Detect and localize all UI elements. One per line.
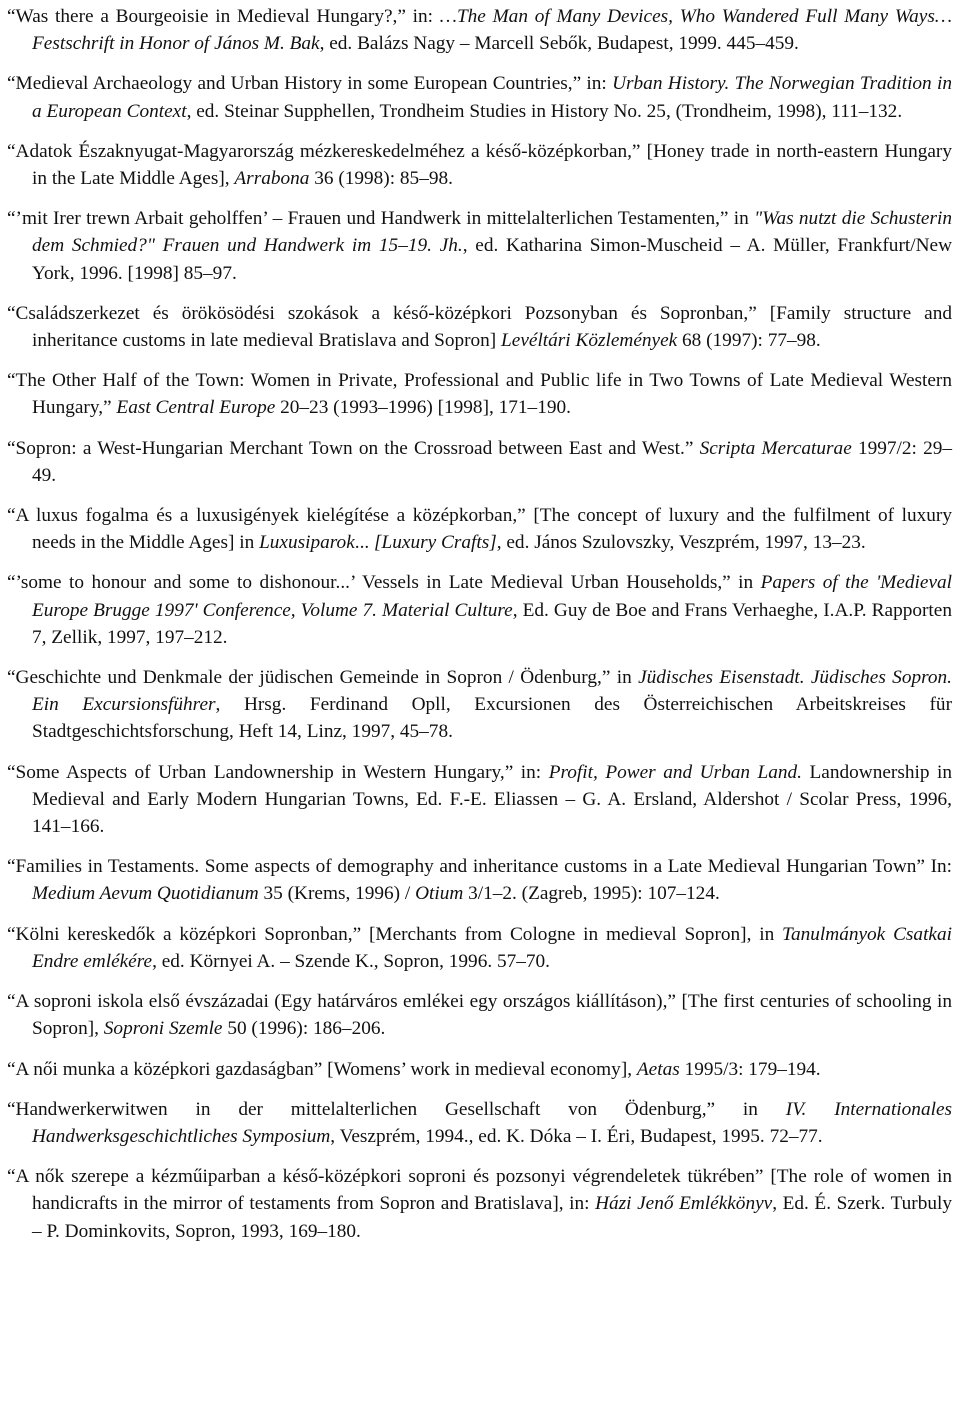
entry-title-italic: Scripta Mercaturae [699,437,852,459]
entry-text: , Ed. Guy de Boe and Frans Verhaeghe, I.A.P. Rapporten 7, Zellik, 1997, 197–212. [32,599,952,648]
entry-text: 50 (1996): 186–206. [222,1018,386,1040]
entry-text: “Families in Testaments. Some aspects of demography and inheritance customs in a Late Medieval Hungarian Town” In: [7,856,952,878]
entry-title-italic: [Luxury Crafts] [374,532,497,554]
entry-text: “A nők szerepe a kézműiparban a késő-középkori soproni és pozsonyi végrendeletek tükrében” [The role of women in handicrafts in the mirror of testaments from Sopron and Bratislava], in: [7,1166,952,1215]
bibliography-entry [7,921,952,975]
entry-text: “A soproni iskola első évszázadai (Egy határváros emlékei egy országos kiállításon),” [The first centuries of schooling in Sopron], [7,991,952,1040]
entry-title-italic: "Was nutzt die Schusterin dem Schmied?" Frauen und Handwerk im 15–19. Jh. [32,208,952,257]
bibliography-entry [7,367,952,421]
entry-text: , ed. János Szulovszky, Veszprém, 1997, 13–23. [496,532,866,554]
entry-title-italic: East Central Europe [116,397,276,419]
entry-text: , Veszprém, 1994., ed. K. Dóka – I. Éri, Budapest, 1995. 72–77. [330,1125,823,1147]
entry-title-italic: Arrabona [234,168,310,190]
entry-text: “Was there a Bourgeoisie in Medieval Hungary?,” in: [7,6,440,27]
entry-title-italic: Urban History. The Norwegian Tradition in a European Context [32,73,953,122]
entry-text: “A luxus fogalma és a luxusigények kielégítése a középkorban,” [The concept of luxury and the fulfilment of luxury needs in the Middle Ages] in [7,505,952,554]
entry-title-italic: Soproni Szemle [103,1018,223,1040]
entry-text: , Hrsg. Ferdinand Opll, Excursionen des Österreichischen Arbeitskreises für Stadtgeschichtsforschung, Heft 14, Linz, 1997, 45–78. [32,694,952,743]
bibliography-entry [7,70,952,124]
bibliography-entry [7,1096,952,1150]
entry-text: “Medieval Archaeology and Urban History in some European Countries,” in: [7,73,613,95]
entry-title-italic: Luxusiparok [259,532,355,554]
entry-text: , Ed. É. Szerk. Turbuly – P. Dominkovits, Sopron, 1993, 169–180. [32,1193,953,1242]
entry-title-italic: Tanulmányok Csatkai Endre emlékére [32,923,952,972]
entry-text: 1995/3: 179–194. [679,1058,821,1080]
bibliography-entry [7,3,952,57]
bibliography-entry [7,1056,952,1083]
entry-text: , ed. Steinar Supphellen, Trondheim Studies in History No. 25, (Trondheim, 1998), 111–132. [186,100,903,122]
bibliography-entry [7,435,952,489]
entry-text: “’some to honour and some to dishonour...’ Vessels in Late Medieval Urban Households,” in [7,572,761,594]
entry-text: Landownership in Medieval and Early Modern Hungarian Towns, Ed. F.-E. Eliassen – G. A. Ersland, Aldershot / Scolar Press, 1996, 141–166. [32,761,953,838]
entry-text: “Some Aspects of Urban Landownership in Western Hungary,” in: [7,761,549,783]
entry-text: “The Other Half of the Town: Women in Private, Professional and Public life in Two Towns of Late Medieval Western Hungary,” [7,370,952,419]
entry-text: 68 (1997): 77–98. [677,330,821,352]
bibliography-entry [7,988,952,1042]
bibliography-entry [7,759,952,841]
entry-title-italic: Házi Jenő Emlékkönyv [595,1193,773,1215]
bibliography-entry [7,1163,952,1245]
bibliography-list [7,3,952,1245]
bibliography-entry [7,853,952,907]
entry-text: ... [354,532,375,554]
entry-title-italic: Profit, Power and Urban Land. [548,761,810,783]
entry-text: 3/1–2. (Zagreb, 1995): 107–124. [463,883,720,905]
entry-title-italic: Otium [415,883,464,905]
entry-title-italic: IV. Internationales Handwerksgeschichtliches Symposium [32,1098,953,1147]
entry-title-italic: Levéltári Közlemények [501,330,678,352]
entry-text: “A női munka a középkori gazdaságban” [Womens’ work in medieval economy], [7,1058,637,1080]
entry-title-italic: Papers of the 'Medieval Europe Brugge 1997' Conference, Volume 7. Material Culture [32,572,952,621]
entry-text: “Handwerkerwitwen in der mittelalterlichen Gesellschaft von Ödenburg,” in [7,1098,786,1120]
entry-title-italic: …The Man of Many Devices, Who Wandered Full Many Ways… Festschrift in Honor of János M. Bak [32,6,952,55]
entry-text: “Adatok Északnyugat-Magyarország mézkereskedelméhez a késő-középkorban,” [Honey trade in north-eastern Hungary in the Late Middle Ages], [7,140,952,190]
entry-text: 36 (1998): 85–98. [309,168,453,190]
entry-text: 1997/2: 29–49. [32,437,952,486]
entry-text: “Sopron: a West-Hungarian Merchant Town on the Crossroad between East and West.” [7,437,700,459]
entry-text: “Kölni kereskedők a középkori Sopronban,” [Merchants from Cologne in medieval Sopron], in [7,923,783,945]
entry-text: , ed. Környei A. – Szende K., Sopron, 1996. 57–70. [152,950,550,972]
entry-text: 20–23 (1993–1996) [1998], 171–190. [275,397,571,419]
entry-text: “Családszerkezet és örökösödési szokások a késő-középkori Pozsonyban és Sopronban,” [Family structure and inheritance customs in late medieval Bratislava and Sopron] [7,302,952,352]
entry-text: , ed. Balázs Nagy – Marcell Sebők, Budapest, 1999. 445–459. [319,33,799,55]
bibliography-entry [7,664,952,746]
entry-text: “Geschichte und Denkmale der jüdischen Gemeinde in Sopron / Ödenburg,” in [7,667,639,689]
bibliography-entry [7,502,952,556]
entry-title-italic: Aetas [636,1058,680,1080]
bibliography-entry [7,569,952,651]
bibliography-entry [7,138,952,192]
entry-title-italic: Medium Aevum Quotidianum [32,883,259,905]
entry-text: , ed. Katharina Simon-Muscheid – A. Müller, Frankfurt/New York, 1996. [1998] 85–97. [32,235,952,284]
entry-title-italic: Jüdisches Eisenstadt. Jüdisches Sopron. Ein Excursionsführer [32,667,952,716]
bibliography-entry [7,205,952,287]
entry-text: 35 (Krems, 1996) / [258,883,416,905]
bibliography-entry [7,300,952,354]
entry-text: “’mit Irer trewn Arbait geholffen’ – Frauen und Handwerk in mittelalterlichen Testamenten,” in [7,208,755,230]
